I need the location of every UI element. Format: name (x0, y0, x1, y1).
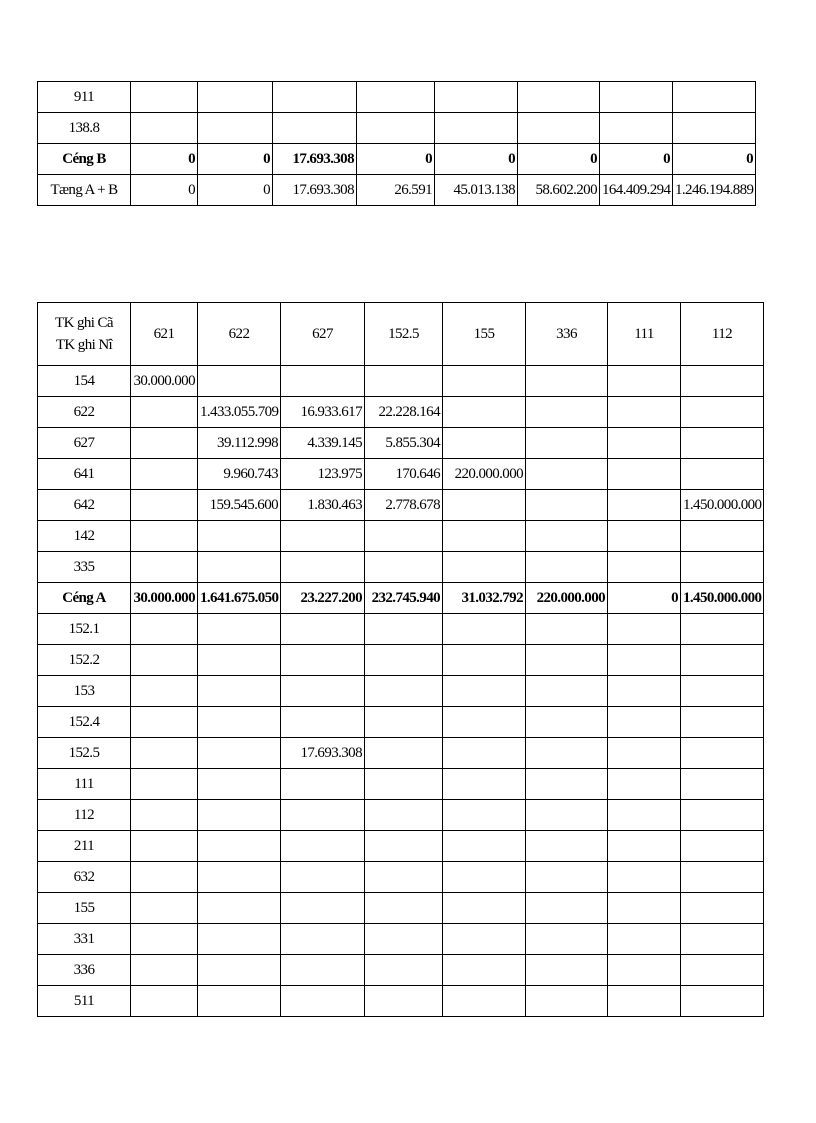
table-row (38, 113, 756, 144)
account-label-cell: 622 (38, 397, 131, 428)
value-cell (526, 924, 608, 955)
value-cell (198, 707, 281, 738)
account-label-cell: 152.2 (38, 645, 131, 676)
value-cell: 45.013.138 (435, 175, 518, 206)
account-label-cell: Céng B (38, 144, 131, 175)
value-cell (131, 397, 198, 428)
value-cell (681, 800, 764, 831)
value-cell (600, 82, 673, 113)
account-label-cell: 138.8 (38, 113, 131, 144)
account-label-cell: Tæng A + B (38, 175, 131, 206)
value-cell (526, 552, 608, 583)
value-cell: 0 (198, 175, 273, 206)
value-cell (435, 113, 518, 144)
value-cell (608, 459, 681, 490)
account-label-cell: 142 (38, 521, 131, 552)
value-cell (526, 707, 608, 738)
value-cell (365, 552, 443, 583)
value-cell: 0 (600, 144, 673, 175)
account-label-cell: 641 (38, 459, 131, 490)
value-cell (365, 862, 443, 893)
table-row (38, 893, 764, 924)
value-cell: 220.000.000 (443, 459, 526, 490)
value-cell (198, 831, 281, 862)
value-cell (435, 82, 518, 113)
value-cell (608, 521, 681, 552)
value-cell (131, 831, 198, 862)
value-cell (281, 614, 365, 645)
value-cell (608, 769, 681, 800)
value-cell (526, 614, 608, 645)
value-cell (198, 862, 281, 893)
value-cell (443, 707, 526, 738)
account-label-cell: 632 (38, 862, 131, 893)
table-row (38, 986, 764, 1017)
value-cell (131, 459, 198, 490)
value-cell (681, 707, 764, 738)
value-cell (681, 676, 764, 707)
header-row (38, 303, 764, 366)
value-cell (518, 113, 600, 144)
account-label-cell: 152.1 (38, 614, 131, 645)
account-label-cell: 336 (38, 955, 131, 986)
table-row (38, 738, 764, 769)
value-cell (526, 800, 608, 831)
table-row (38, 831, 764, 862)
value-cell: 170.646 (365, 459, 443, 490)
value-cell (131, 676, 198, 707)
value-cell: 0 (357, 144, 435, 175)
value-cell (357, 82, 435, 113)
value-cell (131, 614, 198, 645)
value-cell: 164.409.294 (600, 175, 673, 206)
corner-header-cell (38, 303, 131, 366)
value-cell (518, 82, 600, 113)
value-cell (198, 614, 281, 645)
value-cell (526, 986, 608, 1017)
value-cell (526, 459, 608, 490)
value-cell (198, 986, 281, 1017)
value-cell: 30.000.000 (131, 583, 198, 614)
value-cell: 1.450.000.000 (681, 583, 764, 614)
value-cell (131, 707, 198, 738)
account-label-cell: 155 (38, 893, 131, 924)
value-cell (198, 552, 281, 583)
journal-matrix-table (37, 302, 764, 1017)
table-row (38, 459, 764, 490)
value-cell (281, 366, 365, 397)
value-cell (608, 955, 681, 986)
value-cell (526, 893, 608, 924)
value-cell (281, 645, 365, 676)
table-row (38, 707, 764, 738)
value-cell: 0 (518, 144, 600, 175)
column-header: 336 (526, 303, 608, 366)
value-cell (365, 676, 443, 707)
value-cell: 0 (131, 144, 198, 175)
value-cell (681, 862, 764, 893)
value-cell (198, 893, 281, 924)
value-cell (443, 831, 526, 862)
account-label-cell: 154 (38, 366, 131, 397)
value-cell (198, 645, 281, 676)
value-cell (681, 397, 764, 428)
value-cell: 123.975 (281, 459, 365, 490)
table-row (38, 175, 756, 206)
value-cell (526, 738, 608, 769)
value-cell (131, 738, 198, 769)
value-cell (131, 800, 198, 831)
value-cell (198, 738, 281, 769)
column-header: 621 (131, 303, 198, 366)
value-cell (443, 955, 526, 986)
value-cell (608, 397, 681, 428)
value-cell (131, 893, 198, 924)
value-cell: 1.641.675.050 (198, 583, 281, 614)
value-cell (443, 769, 526, 800)
value-cell: 159.545.600 (198, 490, 281, 521)
value-cell (608, 738, 681, 769)
value-cell (198, 113, 273, 144)
value-cell (443, 986, 526, 1017)
value-cell (608, 614, 681, 645)
value-cell: 22.228.164 (365, 397, 443, 428)
value-cell (365, 614, 443, 645)
value-cell (365, 986, 443, 1017)
table-row (38, 82, 756, 113)
account-label-cell: 112 (38, 800, 131, 831)
account-label-cell: 331 (38, 924, 131, 955)
value-cell: 232.745.940 (365, 583, 443, 614)
value-cell (365, 366, 443, 397)
account-label-cell: 211 (38, 831, 131, 862)
value-cell (526, 490, 608, 521)
value-cell (608, 893, 681, 924)
value-cell (365, 800, 443, 831)
value-cell (357, 113, 435, 144)
value-cell (443, 397, 526, 428)
value-cell (443, 893, 526, 924)
table-row (38, 552, 764, 583)
value-cell: 16.933.617 (281, 397, 365, 428)
value-cell (365, 831, 443, 862)
value-cell (673, 113, 756, 144)
value-cell (681, 428, 764, 459)
value-cell (281, 552, 365, 583)
value-cell (526, 769, 608, 800)
value-cell (526, 955, 608, 986)
value-cell (526, 676, 608, 707)
value-cell (443, 614, 526, 645)
value-cell (131, 113, 198, 144)
value-cell (443, 800, 526, 831)
value-cell (608, 552, 681, 583)
table-row (38, 428, 764, 459)
value-cell (608, 831, 681, 862)
value-cell (681, 738, 764, 769)
value-cell (608, 986, 681, 1017)
value-cell (443, 366, 526, 397)
value-cell: 17.693.308 (273, 175, 357, 206)
value-cell (131, 924, 198, 955)
value-cell: 0 (131, 175, 198, 206)
value-cell (608, 428, 681, 459)
value-cell (443, 428, 526, 459)
value-cell (443, 862, 526, 893)
table-row (38, 144, 756, 175)
value-cell (281, 769, 365, 800)
value-cell (131, 82, 198, 113)
value-cell: 17.693.308 (273, 144, 357, 175)
column-header: 152.5 (365, 303, 443, 366)
value-cell (443, 490, 526, 521)
value-cell (198, 366, 281, 397)
value-cell (608, 645, 681, 676)
value-cell (281, 955, 365, 986)
value-cell (131, 521, 198, 552)
table-row (38, 955, 764, 986)
value-cell: 39.112.998 (198, 428, 281, 459)
debit-account-label: TK ghi Nî (55, 337, 113, 353)
table-row (38, 397, 764, 428)
value-cell (273, 113, 357, 144)
value-cell (131, 645, 198, 676)
table-row (38, 366, 764, 397)
table-row (38, 862, 764, 893)
table-row (38, 676, 764, 707)
value-cell (681, 831, 764, 862)
value-cell (365, 955, 443, 986)
value-cell (681, 769, 764, 800)
column-header: 627 (281, 303, 365, 366)
value-cell (526, 521, 608, 552)
value-cell: 26.591 (357, 175, 435, 206)
table-row (38, 614, 764, 645)
value-cell: 2.778.678 (365, 490, 443, 521)
column-header: 111 (608, 303, 681, 366)
account-label-cell: 642 (38, 490, 131, 521)
value-cell (526, 366, 608, 397)
account-label-cell: 111 (38, 769, 131, 800)
value-cell: 0 (673, 144, 756, 175)
value-cell (131, 552, 198, 583)
table-row (38, 645, 764, 676)
table-row (38, 800, 764, 831)
value-cell (365, 738, 443, 769)
value-cell (681, 552, 764, 583)
value-cell (443, 924, 526, 955)
value-cell (526, 645, 608, 676)
value-cell (198, 924, 281, 955)
column-header: 622 (198, 303, 281, 366)
value-cell (681, 893, 764, 924)
value-cell (443, 521, 526, 552)
value-cell (281, 831, 365, 862)
value-cell (198, 676, 281, 707)
value-cell: 1.450.000.000 (681, 490, 764, 521)
value-cell (131, 490, 198, 521)
value-cell: 58.602.200 (518, 175, 600, 206)
account-label-cell: 911 (38, 82, 131, 113)
credit-account-label: TK ghi Cã (55, 315, 113, 331)
value-cell (281, 862, 365, 893)
value-cell (281, 893, 365, 924)
value-cell (681, 986, 764, 1017)
value-cell: 220.000.000 (526, 583, 608, 614)
value-cell (365, 924, 443, 955)
value-cell (600, 113, 673, 144)
value-cell (526, 862, 608, 893)
value-cell (608, 676, 681, 707)
value-cell (365, 521, 443, 552)
value-cell (526, 831, 608, 862)
value-cell (131, 862, 198, 893)
account-label-cell: 335 (38, 552, 131, 583)
value-cell (131, 955, 198, 986)
value-cell (198, 769, 281, 800)
value-cell: 0 (435, 144, 518, 175)
value-cell (365, 707, 443, 738)
value-cell: 4.339.145 (281, 428, 365, 459)
value-cell (608, 924, 681, 955)
value-cell: 1.830.463 (281, 490, 365, 521)
value-cell (273, 82, 357, 113)
column-header: 112 (681, 303, 764, 366)
value-cell (281, 924, 365, 955)
value-cell: 1.433.055.709 (198, 397, 281, 428)
journal-matrix-body (38, 303, 764, 1017)
value-cell (198, 82, 273, 113)
value-cell (681, 366, 764, 397)
summary-table-top (37, 81, 756, 206)
value-cell (281, 800, 365, 831)
value-cell (681, 614, 764, 645)
value-cell (365, 645, 443, 676)
table-row (38, 583, 764, 614)
value-cell (681, 459, 764, 490)
summary-table-top-body (38, 82, 756, 206)
value-cell (681, 645, 764, 676)
value-cell (131, 986, 198, 1017)
value-cell (673, 82, 756, 113)
table-row (38, 521, 764, 552)
value-cell (608, 707, 681, 738)
value-cell (443, 676, 526, 707)
value-cell (365, 893, 443, 924)
table-row (38, 769, 764, 800)
value-cell: 30.000.000 (131, 366, 198, 397)
value-cell (681, 521, 764, 552)
value-cell (608, 862, 681, 893)
value-cell (526, 428, 608, 459)
value-cell (443, 552, 526, 583)
account-label-cell: 627 (38, 428, 131, 459)
value-cell: 17.693.308 (281, 738, 365, 769)
account-label-cell: Céng A (38, 583, 131, 614)
table-row (38, 490, 764, 521)
value-cell (681, 924, 764, 955)
value-cell (365, 769, 443, 800)
table-row (38, 924, 764, 955)
value-cell: 9.960.743 (198, 459, 281, 490)
value-cell (608, 366, 681, 397)
value-cell (443, 738, 526, 769)
value-cell (608, 800, 681, 831)
value-cell (281, 986, 365, 1017)
value-cell (681, 955, 764, 986)
value-cell: 31.032.792 (443, 583, 526, 614)
value-cell (281, 521, 365, 552)
account-label-cell: 152.5 (38, 738, 131, 769)
account-label-cell: 152.4 (38, 707, 131, 738)
value-cell (443, 645, 526, 676)
value-cell: 0 (198, 144, 273, 175)
column-header: 155 (443, 303, 526, 366)
value-cell: 23.227.200 (281, 583, 365, 614)
value-cell: 1.246.194.889 (673, 175, 756, 206)
value-cell (608, 490, 681, 521)
value-cell (198, 955, 281, 986)
value-cell (198, 521, 281, 552)
value-cell: 0 (608, 583, 681, 614)
account-label-cell: 153 (38, 676, 131, 707)
value-cell (131, 769, 198, 800)
value-cell (131, 428, 198, 459)
value-cell (281, 707, 365, 738)
account-label-cell: 511 (38, 986, 131, 1017)
value-cell (281, 676, 365, 707)
value-cell (198, 800, 281, 831)
value-cell: 5.855.304 (365, 428, 443, 459)
value-cell (526, 397, 608, 428)
